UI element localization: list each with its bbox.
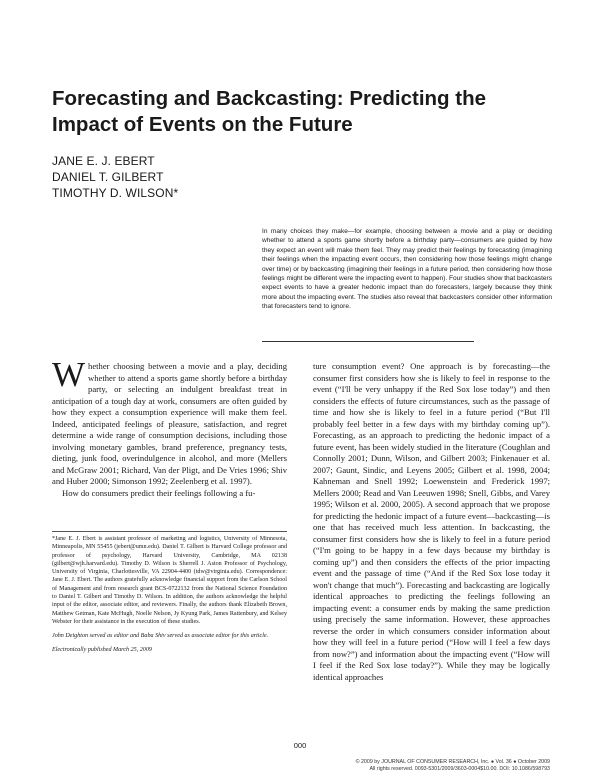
body-text: hether choosing between a movie and a play, deciding whether to attend a sports game shortly before a birthday party, or selecting an indulgent breakfast treat in anticipation of a tough day at work, consumers are often guided by how they expect a consumption experience will make them feel. Indeed, anticipated feelings of pleasure, satisfaction, and regret determine a wide range of consumption decisions, including those involving monetary gambles, brand preference, pregnancy tests, dieting, junk food, overindulgence in alcohol, and more (Mellers and McGraw 2001; Richard, Van der Pligt, and De Vries 1996; Shiv and Huber 2000; Simonson 1992; Zeelenberg et al. 1997).: [52, 361, 287, 486]
body-column-left: [52, 355, 287, 499]
body-paragraph: ture consumption event? One approach is by forecasting—the consumer first considers how she is likely to feel in response to the event (“I'll be very unhappy if the Red Sox lose today”) and then considers the effects of future circumstances, such as the passage of time and how she is likely to feel in a future period (“But I'll probably feel better in a few days with my birthday coming up”). Forecasting, as an approach to predicting the hedonic impact of a future event, has been widely studied in the literature (Coughlan and Connolly 2001; Dunn, Wilson, and Gilbert 2003; Finkenauer et al. 2007; Gaunt, Sindic, and Leyens 2005; Gilbert et al. 1998, 2004; Kahneman and Snell 1992; Loewenstein and Frederick 1997; Mellers 2000; Read and Van Leeuwen 1998; Snell, Gibbs, and Varey 1995; Wilson et al. 2000, 2005). A second approach that we propose for predicting the hedonic impact of a future event—backcasting—is one that has received much less attention. In backcasting, the consumer first considers how she is likely to feel in a future period (“I'm going to be happy in a few days because my birthday is coming up”) and then considers the effects of the prior impacting event and the passage of time (“And if the Red Sox lose today it won't change that much”). Forecasting and backcasting are logically identical approaches to predicting the feelings following an impacting event: a consumer ends by making the same prediction using precisely the same information. However, these approaches reverse the order in which consumers consider information about how they will feel in a future period (“How will I feel a few days from now?”) and information about the impacting event (“How will I feel if the Red Sox lose today?”). While they may be logically identical approaches: [313, 361, 550, 682]
footnote-affiliations: *Jane E. J. Ebert is assistant professor of marketing and logistics, University of Minnesota, Minneapolis, MN 55455 (jebert@umn.edu). Daniel T. Gilbert is Harvard College professor and professor of psychology, Harvard University, Cambridge, MA 02138 (gilbert@wjh.harvard.edu). Timothy D. Wilson is Sherrell J. Aston Professor of Psychology, University of Virginia, Charlottesville, VA 22904-4400 (tdw@virginia.edu). Correspondence: Jane E. J. Ebert. The authors gratefully acknowledge financial support from the Carlson School of Management and from research grant BCS-0722132 from the National Science Foundation to Daniel T. Gilbert and Timothy D. Wilson. In addition, the authors acknowledge the helpful input of the editor, associate editor, and reviewers. Finally, the authors thank Elizabeth Brown, Matthew Getman, Kate McHugh, Noelle Nelson, Jy Kyung Park, James Rattenbury, and Kelsey Webster for their assistance in the execution of these studies.: [52, 536, 287, 625]
footnote-editors: John Deighton served as editor and Baba Shiv served as associate editor for this article.: [52, 633, 269, 640]
author-name: JANE E. J. EBERT: [52, 154, 155, 168]
body-paragraph: How do consumers predict their feelings following a fu-: [62, 487, 256, 498]
drop-cap: W: [52, 355, 86, 394]
author-name: DANIEL T. GILBERT: [52, 170, 164, 184]
body-column-right: [313, 361, 550, 683]
body-paragraph: [52, 355, 287, 488]
abstract: In many choices they make—for example, choosing between a movie and a play or deciding whether to attend a sports game shortly before a birthday party—consumers are guided by how they expect an event will make them feel. They may predict their feelings by forecasting (imagining their feelings when the impacting event occurs, then considering how those feelings might change over time) or by backcasting (imagining their feelings in a future period, then considering how those feelings might be different were the impacting event to happen). Four studies show that backcasters expect events to have a greater hedonic impact than do forecasters, largely because they think more about the impacting event. The studies also reveal that backcasters consider other information that forecasters tend to ignore.: [262, 228, 552, 311]
footnote-published: Electronically published March 25, 2009: [52, 646, 152, 653]
author-name: TIMOTHY D. WILSON*: [52, 186, 179, 200]
page-number: 000: [293, 741, 307, 750]
author-list: [52, 153, 178, 201]
abstract-divider: [262, 341, 474, 342]
footnote-divider: [52, 531, 287, 532]
copyright-notice: [356, 759, 550, 773]
footnote: [52, 535, 287, 654]
copyright-line: © 2009 by JOURNAL OF CONSUMER RESEARCH, Inc. ● Vol. 36 ● October 2009: [355, 759, 550, 765]
article-title: Forecasting and Backcasting: Predicting the Impact of Events on the Future: [52, 87, 487, 136]
copyright-line: All rights reserved. 0093-5301/2009/3603-0004$10.00. DOI: 10.1086/598793: [369, 765, 550, 772]
